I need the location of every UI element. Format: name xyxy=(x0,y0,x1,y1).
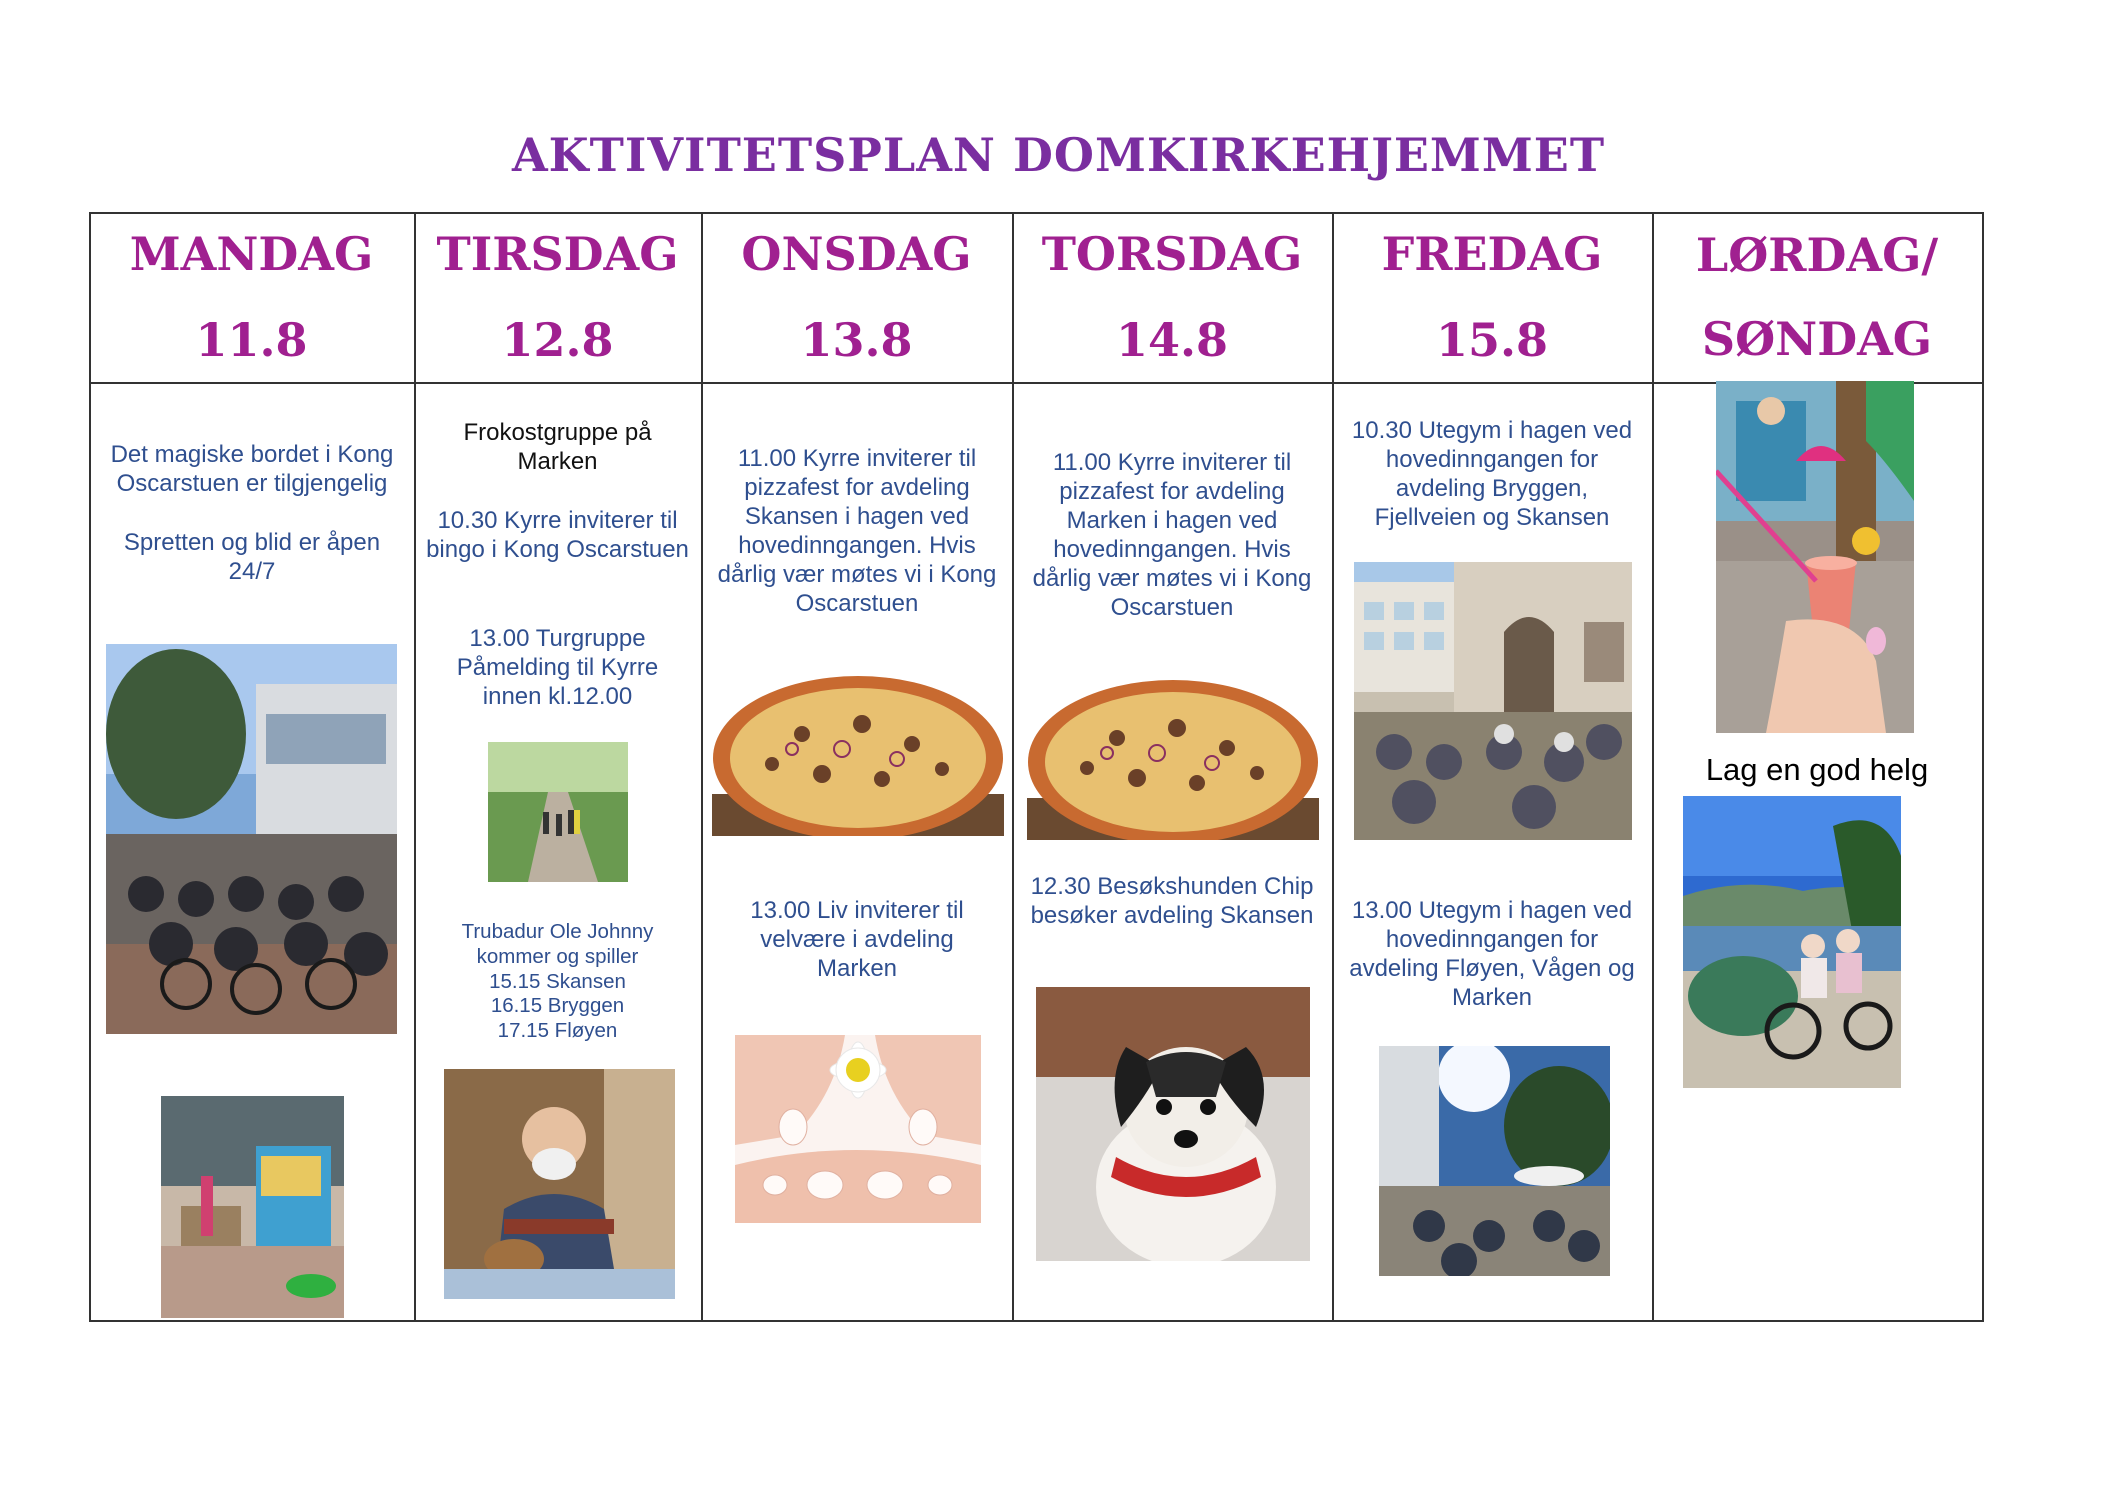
day-header-monday xyxy=(89,212,414,382)
day-date: 13.8 xyxy=(800,313,913,367)
monday-activity-spretten: Spretten og blid er åpen 24/7 xyxy=(123,529,381,585)
friday-activity-gym-morning: 10.30 Utegym i hagen ved hovedinngangen for avdeling Bryggen, Fjellveien og Skansen xyxy=(1351,417,1633,531)
header-divider xyxy=(89,382,1984,384)
thursday-activity-pizza: 11.00 Kyrre inviterer til pizzafest for avdeling Marken i hagen ved hovedinngangen. Hvis dårlig vær møtes vi i Kong Oscarstuen xyxy=(1032,449,1312,621)
thursday-photo-pizza xyxy=(1027,678,1319,840)
monday-activity-table: Det magiske bordet i Kong Oscarstuen er tilgjengelig xyxy=(110,441,394,497)
day-header-weekend xyxy=(1652,212,1982,382)
day-date: 14.8 xyxy=(1115,313,1229,367)
monday-photo-concert xyxy=(106,644,397,1034)
tuesday-activity-troubadour: Trubadur Ole Johnny kommer og spiller xyxy=(461,920,654,968)
tuesday-activity-bingo: 10.30 Kyrre inviterer til bingo i Kong Oscarstuen xyxy=(426,507,689,563)
friday-photo-gym-afternoon xyxy=(1379,1046,1610,1276)
day-name: LØRDAG/ xyxy=(1695,228,1939,282)
tuesday-photo-walk xyxy=(488,742,628,882)
wednesday-activity-pizza: 11.00 Kyrre inviterer til pizzafest for avdeling Skansen i hagen ved hovedinngangen. Hvis dårlig vær møtes vi i Kong Oscarstuen xyxy=(717,445,997,617)
day-name: MANDAG xyxy=(129,227,374,281)
wednesday-photo-nails xyxy=(735,1035,981,1223)
wednesday-photo-pizza xyxy=(712,674,1004,836)
thursday-photo-dog xyxy=(1036,987,1310,1261)
activity-table xyxy=(89,212,1984,1322)
friday-activity-gym-afternoon: 13.00 Utegym i hagen ved hovedinngangen for avdeling Fløyen, Vågen og Marken xyxy=(1349,897,1635,1011)
weekend-photo-drink xyxy=(1716,381,1914,733)
day-date: 11.8 xyxy=(195,313,308,367)
tuesday-activity-walk: 13.00 Turgruppe Påmelding til Kyrre innen kl.12.00 xyxy=(456,625,659,710)
day-name: TIRSDAG xyxy=(436,227,679,281)
page-title: AKTIVITETSPLAN DOMKIRKEHJEMMET xyxy=(511,128,1606,182)
day-header-wednesday xyxy=(701,212,1012,382)
day-header-thursday xyxy=(1012,212,1332,382)
weekend-greeting: Lag en god helg xyxy=(1705,752,1929,787)
day-header-friday xyxy=(1332,212,1652,382)
tuesday-activity-breakfast: Frokostgruppe på Marken xyxy=(463,419,652,475)
tuesday-photo-troubadour xyxy=(444,1069,675,1299)
wednesday-activity-wellness: 13.00 Liv inviterer til velvære i avdeling Marken xyxy=(750,897,964,982)
day-header-tuesday xyxy=(414,212,701,382)
column-divider xyxy=(1982,212,1984,1322)
tuesday-time-floyen: 17.15 Fløyen xyxy=(497,1019,618,1042)
day-name: ONSDAG xyxy=(741,227,972,281)
thursday-activity-dog: 12.30 Besøkshunden Chip besøker avdeling Skansen xyxy=(1030,873,1314,929)
day-date: SØNDAG xyxy=(1701,312,1933,366)
tuesday-time-skansen: 15.15 Skansen xyxy=(489,970,626,993)
day-date: 15.8 xyxy=(1435,313,1549,367)
tuesday-time-bryggen: 16.15 Bryggen xyxy=(490,994,625,1017)
day-date: 12.8 xyxy=(501,313,614,367)
table-border-bottom xyxy=(89,1320,1984,1322)
day-name: TORSDAG xyxy=(1041,227,1303,281)
day-name: FREDAG xyxy=(1381,227,1603,281)
weekend-photo-bike xyxy=(1683,796,1901,1088)
monday-photo-stage xyxy=(161,1096,344,1318)
friday-photo-gym-morning xyxy=(1354,562,1632,840)
